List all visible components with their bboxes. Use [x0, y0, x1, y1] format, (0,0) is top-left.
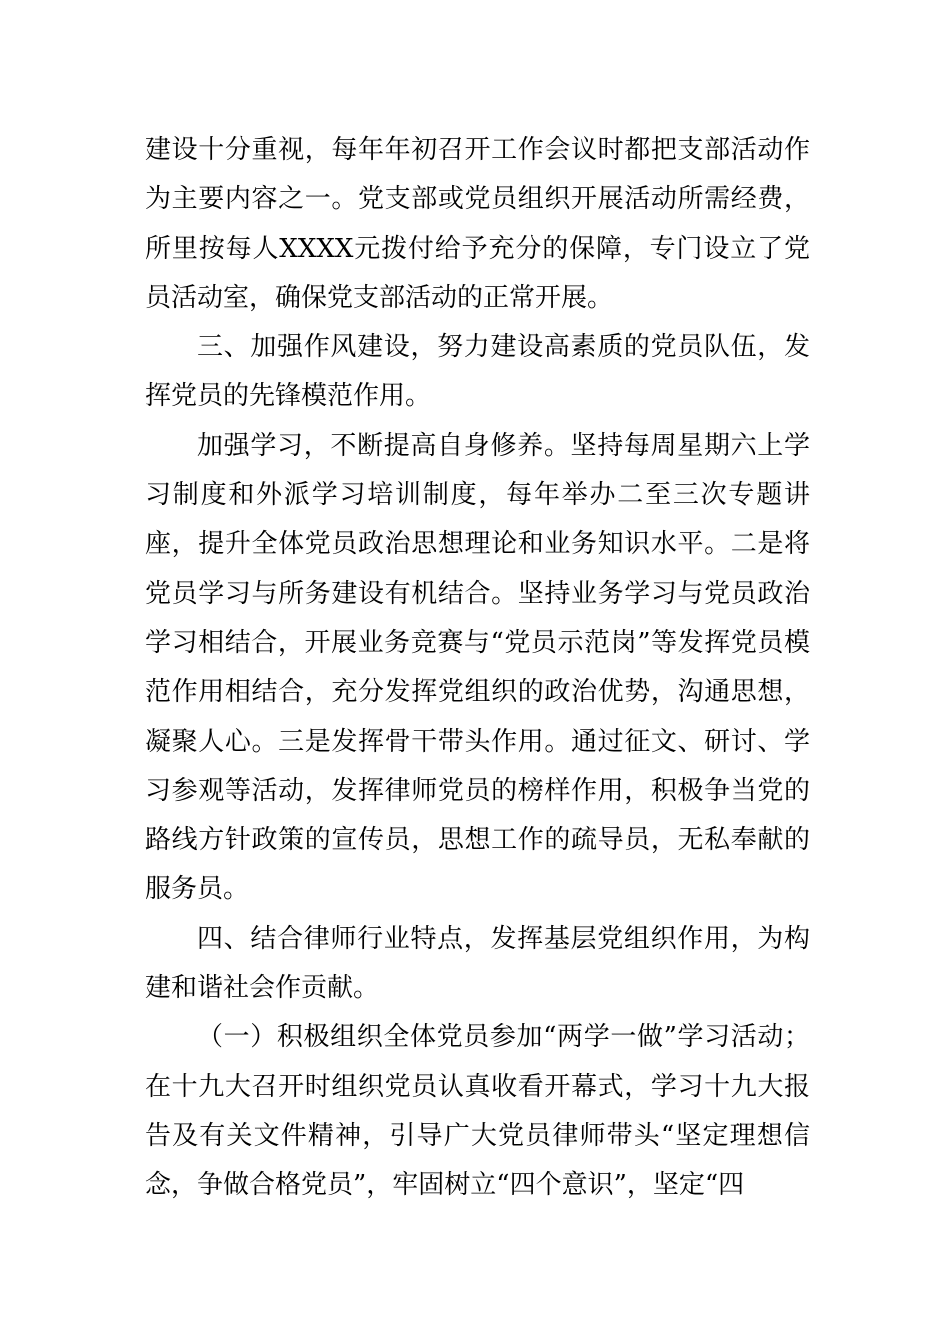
paragraph-heading-four: 四、结合律师行业特点，发挥基层党组织作用，为构建和谐社会作贡献。 [145, 923, 810, 1004]
document-body [145, 126, 810, 1211]
paragraph-funding: 建设十分重视，每年年初召开工作会议时都把支部活动作为主要内容之一。党支部或党员组织开展活动所需经费，所里按每人XXXX元拨付给予充分的保障，专门设立了党员活动室，确保党支部活动的正常开展。 [145, 135, 810, 313]
paragraph-study: 加强学习，不断提高自身修养。坚持每周星期六上学习制度和外派学习培训制度，每年举办二至三次专题讲座，提升全体党员政治思想理论和业务知识水平。二是将党员学习与所务建设有机结合。坚持业务学习与党员政治学习相结合，开展业务竞赛与“党员示范岗”等发挥党员模范作用相结合，充分发挥党组织的政治优势，沟通思想，凝聚人心。三是发挥骨干带头作用。通过征文、研讨、学习参观等活动，发挥律师党员的榜样作用，积极争当党的路线方针政策的宣传员，思想工作的疏导员，无私奉献的服务员。 [145, 430, 810, 905]
paragraph-item-one: （一）积极组织全体党员参加“两学一做”学习活动；在十九大召开时组织党员认真收看开幕式，学习十九大报告及有关文件精神，引导广大党员律师带头“坚定理想信念，争做合格党员”，牢固树立“四个意识”，坚定“四 [145, 1022, 810, 1201]
paragraph-heading-three: 三、加强作风建设，努力建设高素质的党员队伍，发挥党员的先锋模范作用。 [145, 332, 810, 412]
